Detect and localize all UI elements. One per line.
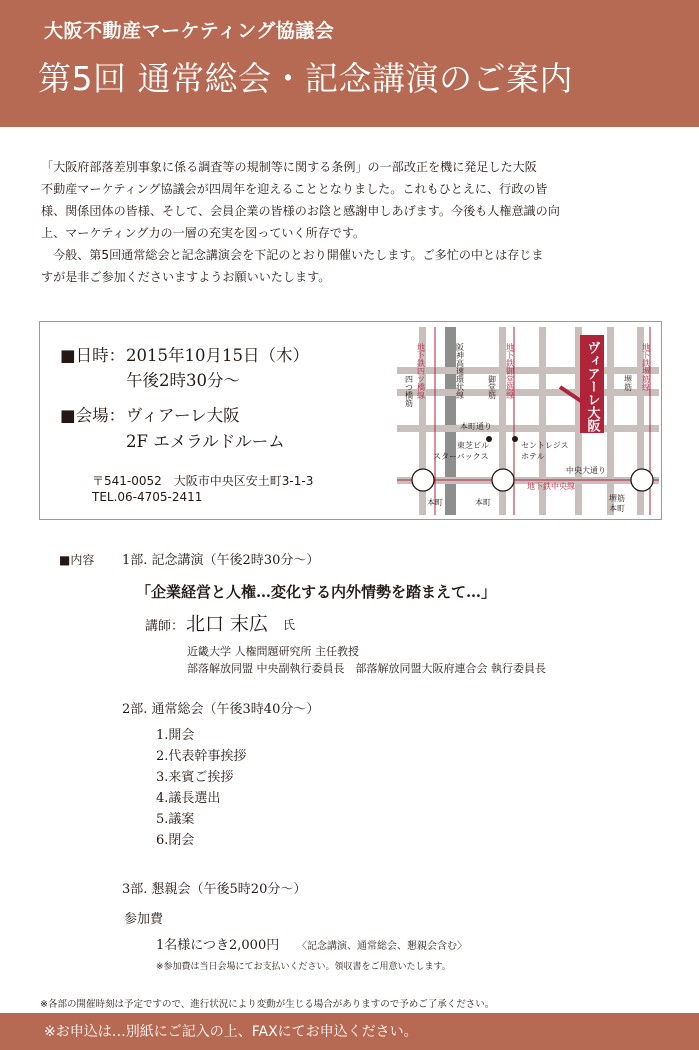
hanshin-expressway <box>445 327 456 515</box>
speaker-name: 北口 末広 <box>186 613 269 635</box>
map-label-chuo-odori: 中央大通り <box>566 466 606 475</box>
intro-line: すが是非ご参加くださいますようお願いいたします。 <box>41 270 331 284</box>
station-honmachi <box>492 469 514 491</box>
speaker-label: 講師： <box>145 619 185 634</box>
venue-label: ■会場： <box>60 406 126 425</box>
map-label-hotel: ホテル <box>521 452 545 461</box>
footer-banner <box>0 1013 699 1050</box>
road-h2 <box>397 389 659 396</box>
road-h1 <box>397 367 659 374</box>
intro-line: 不動産マーケティング協議会が四周年を迎えることとなりました。これもひとえに、行政の皆 <box>41 182 548 196</box>
map-label-venue: ヴィアーレ大阪 <box>584 341 600 432</box>
date-value: 2015年10月15日（木） <box>126 346 309 365</box>
organization-name: 大阪不動産マーケティング協議会 <box>44 20 335 42</box>
lecture-title: 「企業経営と人権…変化する内外情勢を踏まえて…」 <box>136 583 497 601</box>
intro-line: 様、関係団体の皆様、そして、会員企業の皆様のお陰と感謝申しあげます。今後も人権意識の向 <box>41 204 560 218</box>
road-side-3 <box>607 327 614 515</box>
fee-includes: 〈記念講演、通常総会、懇親会含む〉 <box>297 941 467 952</box>
part2-heading: 2部. 通常総会（午後3時40分～） <box>122 702 320 717</box>
agenda-item: 6.閉会 <box>156 833 195 848</box>
map-label-hanshin: 阪神高速環状線 <box>455 343 465 399</box>
venue-tel: TEL.06-4705-2411 <box>92 490 203 504</box>
map-label-yotsubashi-subway: 地下鉄四ツ橋線 <box>416 343 426 399</box>
map-label-sakaisuji-honmachi-1: 堺筋 <box>609 494 625 503</box>
map-label-stregis: セントレジス <box>521 441 569 450</box>
agenda-item: 4.議長選出 <box>156 791 221 806</box>
station-yotsubashi-honmachi <box>412 469 434 491</box>
time-value: 午後2時30分～ <box>126 371 240 390</box>
intro-line: 今般、第5回通常総会と記念講演会を下記のとおり開催いたします。ご多忙の中とは存じま <box>53 248 544 262</box>
venue-room: 2F エメラルドルーム <box>126 432 285 451</box>
station-sakaisuji-honmachi <box>631 469 653 491</box>
access-map <box>397 327 659 515</box>
landmark-stregis-dot <box>512 436 518 442</box>
venue-name: ヴィアーレ大阪 <box>126 406 240 425</box>
fee-value: 1名様につき2,000円 <box>156 938 280 953</box>
event-info-box <box>39 321 662 520</box>
map-label-starbucks: スターバックス <box>433 452 489 461</box>
map-label-honmachi-1: 本町 <box>427 498 443 507</box>
agenda-item: 5.議案 <box>156 812 195 827</box>
map-label-honmachi-dori: 本町通り <box>460 422 492 431</box>
content-label: ■内容 <box>59 553 95 567</box>
part1-heading: 1部. 記念講演（午後2時30分～） <box>122 553 320 568</box>
road-honmachi <box>397 425 659 432</box>
application-note: ※お申込は…別紙にご記入の上、FAXにてお申込ください。 <box>44 1024 418 1040</box>
speaker-affiliation-1: 近畿大学 人権問題研究所 主任教授 <box>187 645 359 658</box>
map-label-yotsubashi-suji: 四つ橋筋 <box>404 375 414 407</box>
map-label-midosuji: 御堂筋 <box>487 375 497 399</box>
fee-label: 参加費 <box>124 912 164 927</box>
date-label: ■日時： <box>60 346 126 365</box>
intro-line: 「大阪府部落差別事象に係る調査等の規制等に関する条例」の一部改正を機に発足した大阪 <box>41 160 537 174</box>
agenda-item: 3.来賓ご挨拶 <box>156 770 234 785</box>
intro-text <box>41 156 671 288</box>
venue-address: 〒541-0052 大阪市中央区安土町3-1-3 <box>92 474 314 488</box>
intro-line: 上、マーケティング力の一層の充実を図っていく所存です。 <box>41 226 366 240</box>
map-label-sakaisuji-honmachi-2: 本町 <box>609 504 625 513</box>
agenda-item: 2.代表幹事挨拶 <box>156 749 247 764</box>
speaker-suffix: 氏 <box>283 618 296 632</box>
map-label-chuo-subway: 地下鉄中央線 <box>527 482 575 491</box>
map-label-toshiba: 東芝ビル <box>457 441 489 450</box>
map-label-sakaisuji: 堺筋 <box>623 375 633 391</box>
page-title: 第5回 通常総会・記念講演のご案内 <box>38 59 573 98</box>
map-label-midosuji-subway: 地下鉄御堂筋線 <box>505 343 515 399</box>
speaker-affiliation-2: 部落解放同盟 中央副執行委員長 部落解放同盟大阪府連合会 執行委員長 <box>187 662 546 675</box>
schedule-note: ※各部の開催時刻は予定ですので、進行状況により変動が生じる場合がありますので予めご了承ください。 <box>40 999 495 1010</box>
fee-note: ※参加費は当日会場にてお支払いください。領収書をご用意いたします。 <box>156 962 451 972</box>
agenda-item: 1.開会 <box>156 728 195 743</box>
map-label-honmachi-2: 本町 <box>475 498 491 507</box>
part3-heading: 3部. 懇親会（午後5時20分～） <box>122 882 307 897</box>
header-banner <box>0 0 699 127</box>
map-label-sakaisuji-subway: 地下鉄堺筋線 <box>641 343 651 391</box>
